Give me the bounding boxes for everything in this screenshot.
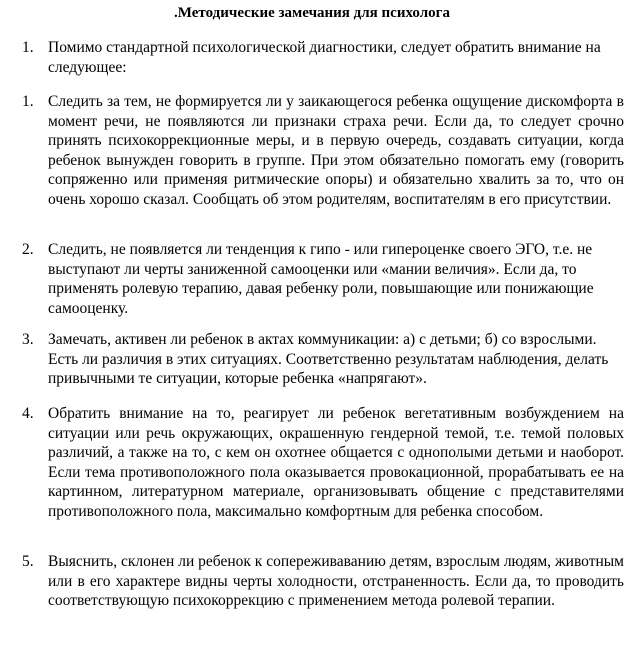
list-item-text: Следить за тем, не формируется ли у заикающегося ребенка ощущение дискомфорта в момент речи, не появляются ли признаки страха речи. Если да, то следует срочно принять психокоррекционные меры, и в первую очередь, создавать ситуации, когда ребенок вынужден говорить в группе. При этом обязательно помогать ему (говорить сопряженно или применяя ритмические опоры) и обязательно хвалить за то, что он очень хорошо сказал. Сообщать об этом родителям, воспитателям в его присутствии. — [48, 93, 624, 208]
list-item-number: 3. — [22, 331, 34, 348]
list-item-number: 1. — [22, 39, 34, 56]
list-item-text: Замечать, активен ли ребенок в актах коммуникации: а) с детьми; б) со взрослыми. Есть ли различия в этих ситуациях. Соответственно результатам наблюдения, делать привычными те ситуации, которые ребенка «напрягают». — [48, 331, 609, 388]
list-item-text: Выяснить, склонен ли ребенок к сопереживаванию детям, взрослым людям, животным или в его характере видны черты холодности, отстраненность. Если да, то проводить соответствующую психокоррекцию с применением метода ролевой терапии. — [48, 553, 624, 610]
list-item-text: Обратить внимание на то, реагирует ли ребенок вегетативным возбуждением на ситуации или речь окружающих, окрашенную гендерной темой, т.е. темой половых различий, а также на то, с кем он охотнее общается с однополыми детьми и наоборот. Если тема противоположного пола оказывается провокационной, прорабатывать ее на картинном, литературном материале, организовывать общение с представителями противоположного пола, максимально комфортным для ребенка способом. — [48, 405, 624, 520]
list-item-text: Помимо стандартной психологической диагностики, следует обратить внимание на следующее: — [48, 39, 601, 76]
list-item-2 — [22, 240, 624, 318]
list-item-number: 1. — [22, 93, 34, 110]
list-item-number: 4. — [22, 405, 34, 422]
list-item-3 — [22, 330, 624, 389]
list-item-text: Следить, не появляется ли тенденция к гипо - или гипероценке своего ЭГО, т.е. не выступают ли черты заниженной самооценки или «мании величия». Если да, то применять ролевую терапию, давая ребенку роли, повышающие или понижающие самооценку. — [48, 241, 594, 317]
list-item-number: 5. — [22, 553, 34, 570]
list-item-intro — [22, 38, 624, 77]
document-title: .Методические замечания для психолога — [174, 5, 450, 21]
list-item-number: 2. — [22, 241, 34, 258]
list-item-1 — [22, 92, 624, 210]
list-item-5 — [22, 552, 624, 611]
list-item-4 — [22, 404, 624, 522]
